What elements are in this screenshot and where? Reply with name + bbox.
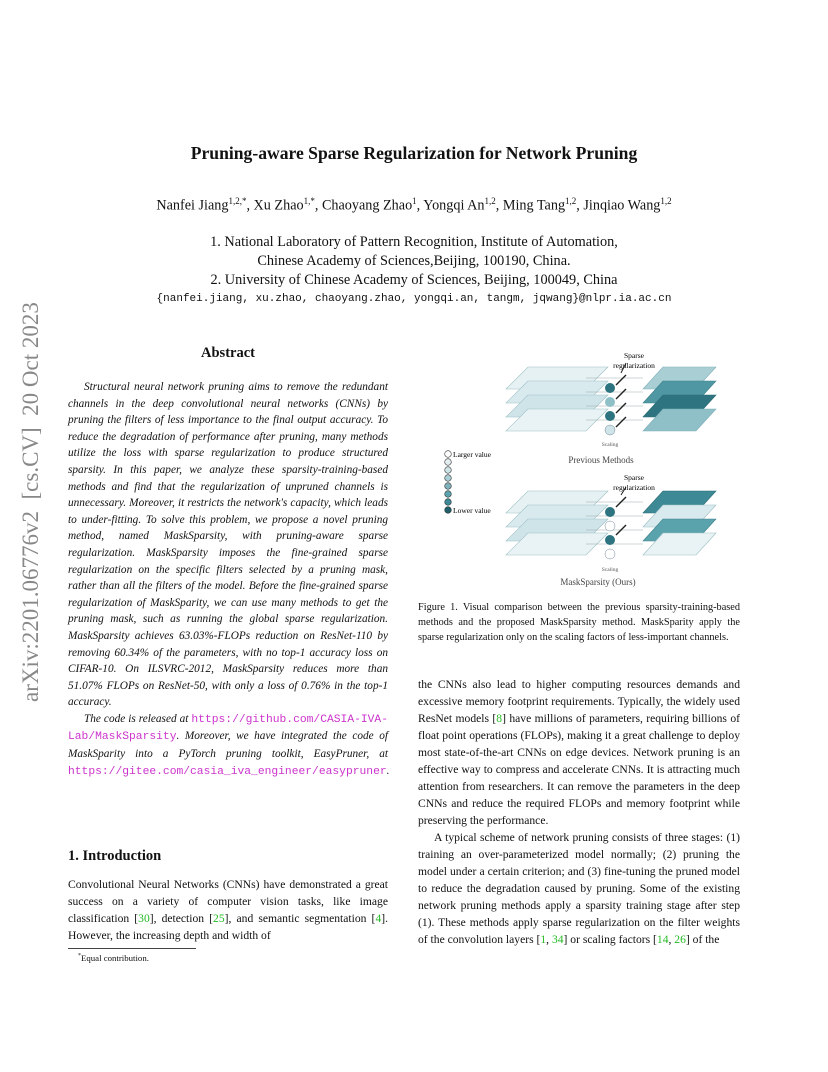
intro-text: ]. However, the increasing depth and width of: [68, 912, 388, 942]
body-text: ,: [668, 933, 675, 946]
affiliation-line: 1. National Laboratory of Pattern Recognition, Institute of Automation,: [210, 234, 618, 250]
mask-left-stack: [506, 491, 608, 555]
paper-title: Pruning-aware Sparse Regularization for Network Pruning: [190, 143, 638, 163]
abstract-body: [68, 379, 388, 780]
body-text: ] or scaling factors [: [563, 933, 657, 946]
citation-link[interactable]: 34: [551, 933, 564, 946]
code-text: .: [386, 764, 390, 777]
author-name: Nanfei Jiang: [156, 197, 229, 214]
footnote: [78, 953, 149, 963]
author-sup: 1,2: [660, 196, 672, 206]
previous-right-stack: [643, 367, 716, 431]
masksparsity-caption: MaskSparsity (Ours): [560, 577, 636, 587]
right-column-text: [418, 676, 740, 948]
citation-link[interactable]: 1: [540, 933, 547, 946]
github-link[interactable]: https://github.com/CASIA-IVA-Lab/MaskSparsity: [68, 713, 388, 744]
scaling-nodes-top: [605, 375, 626, 435]
author-sup: 1,2,*: [228, 196, 247, 206]
previous-left-stack: [506, 367, 608, 431]
figure-1-diagram: [418, 345, 740, 593]
intro-text: ], detection [: [149, 912, 214, 925]
figure-caption: Figure 1. Visual comparison between the previous sparsity-training-based methods and the proposed MaskSparsity method. MaskSparity apply the sparse regularization only on the scaling factors of less-important channels.: [418, 602, 740, 644]
author-name: Chaoyang Zhao: [321, 197, 413, 214]
legend-high-label: Larger value: [453, 450, 491, 459]
body-text: the CNNs also lead to higher computing resources demands and excessive memory footprint requirements. Typically, the widely used ResNet models [: [418, 678, 740, 725]
author-sup: 1,*: [303, 196, 315, 206]
mask-right-stack: [643, 491, 716, 555]
body-text: ] have millions of parameters, requiring billions of float point operations (FLOPs), making it a great challenge to deploy most state-of-the-art CNNs on edge devices. Network pruning is an effective way to compress and accelerate CNNs. It is attracting much attention from researchers. It can remove the parameters in the deep CNNs and reduce the required FLOPs and memory footprint while preserving the performance.: [418, 712, 741, 827]
abstract-heading: Abstract: [201, 345, 255, 361]
citation-link[interactable]: 25: [213, 912, 225, 925]
arxiv-identifier: arXiv:2201.06776v2 [cs.CV] 20 Oct 2023: [18, 302, 43, 702]
scaling-nodes-bottom: [605, 497, 626, 559]
value-legend: [445, 450, 492, 515]
footnote-text: Equal contribution.: [81, 953, 149, 963]
citation-link[interactable]: 8: [496, 712, 503, 725]
section-heading: 1. Introduction: [68, 848, 162, 864]
citation-link[interactable]: 14: [656, 933, 669, 946]
citation-link[interactable]: 26: [674, 933, 686, 946]
body-text: ] of the: [685, 933, 720, 946]
footnote-rule: [68, 948, 196, 949]
sparse-label-top: regularization: [613, 361, 655, 370]
footnote-marker: *: [78, 953, 81, 960]
author-name: Yongqi An: [423, 197, 485, 214]
citation-link[interactable]: 4: [375, 912, 382, 925]
scaling-label-bottom: Scaling: [601, 567, 619, 573]
author-sup: 1: [412, 196, 417, 206]
affiliation-line: 2. University of Chinese Academy of Sciences, Beijing, 100049, China: [210, 272, 618, 288]
sparse-label-top: Sparse: [624, 351, 644, 360]
intro-text: Convolutional Neural Networks (CNNs) have demonstrated a great success on a variety of computer vision tasks, like image classification [: [68, 878, 388, 925]
previous-methods-caption: Previous Methods: [568, 455, 634, 465]
body-paragraph: [418, 676, 740, 829]
sparse-label-bottom: Sparse: [624, 473, 644, 482]
author-list: Nanfei Jiang$^{1,2,*}$, Xu Zhao$^{1,*}$, Chaoyang Zhao$^1$, Yongqi An$^{1,2}$, Ming Tang$^{1,2}$, Jinqiao Wang$^{1,2}$: [156, 196, 672, 214]
code-text: The code is released at: [84, 712, 192, 725]
body-text: A typical scheme of network pruning consists of three stages: (1) training an over-parameterized model normally; (2) pruning the model under a certain criterion; and (3) fine-tuning the pruned model to reduce the degradation caused by pruning. Some of the existing network pruning methods apply a sparsity training stage after step (1). These methods apply sparse regularization on the filter weights of the convolution layers [: [418, 831, 740, 946]
author-name: Jinqiao Wang: [583, 197, 661, 214]
body-text: ,: [546, 933, 552, 946]
body-paragraph: [418, 829, 740, 948]
author-name: Xu Zhao: [253, 197, 304, 214]
sparse-label-bottom: regularization: [613, 483, 655, 492]
legend-low-label: Lower value: [453, 506, 491, 515]
abstract-paragraph: Structural neural network pruning aims to remove the redundant channels in the deep convolutional neural networks (CNNs) by pruning the filters of less importance to the final output accuracy. To reduce the degradation of performance after pruning, many methods utilize the loss with sparse regularization to produce structured sparsity. In this paper, we analyze these sparsity-training-based methods and find that the regularization of unpruned channels is unnecessary. Moreover, it restricts the network's capacity, which leads to under-fitting. To solve this problem, we propose a novel pruning method, named MaskSparsity, with pruning-aware sparse regularization. MaskSparsity imposes the fine-grained sparse regularization on the specific filters selected by a pruning mask, rather than all the filters of the model. Before the fine-grained sparse regularization of MaskSparity, we can use many methods to get the pruning mask, such as running the global sparse regularization. MaskSparsity achieves 63.03%-FLOPs reduction on ResNet-110 by removing 60.34% of the parameters, with no top-1 accuracy loss on CIFAR-10. On ILSVRC-2012, MaskSparsity reduces more than 51.07% FLOPs on ResNet-50, with only a loss of 0.76% in the top-1 accuracy.: [68, 381, 388, 709]
scaling-label-top: Scaling: [601, 442, 619, 448]
gitee-link[interactable]: https://gitee.com/casia_iva_engineer/easypruner: [68, 765, 387, 778]
intro-text: ], and semantic segmentation [: [224, 912, 376, 925]
author-sup: 1,2: [565, 196, 577, 206]
author-sup: 1,2: [484, 196, 496, 206]
abstract-code-paragraph: [68, 711, 388, 780]
affiliation-line: Chinese Academy of Sciences,Beijing, 100190, China.: [257, 253, 571, 269]
intro-paragraph: [68, 876, 388, 944]
author-name: Ming Tang: [502, 197, 566, 214]
citation-link[interactable]: 30: [138, 912, 150, 925]
author-emails: {nanfei.jiang, xu.zhao, chaoyang.zhao, yongqi.an, tangm, jqwang}@nlpr.ia.ac.cn: [156, 293, 672, 305]
code-text: . Moreover, we have integrated the code of MaskSparity into a PyTorch pruning toolkit, EasyPruner, at: [68, 730, 388, 761]
